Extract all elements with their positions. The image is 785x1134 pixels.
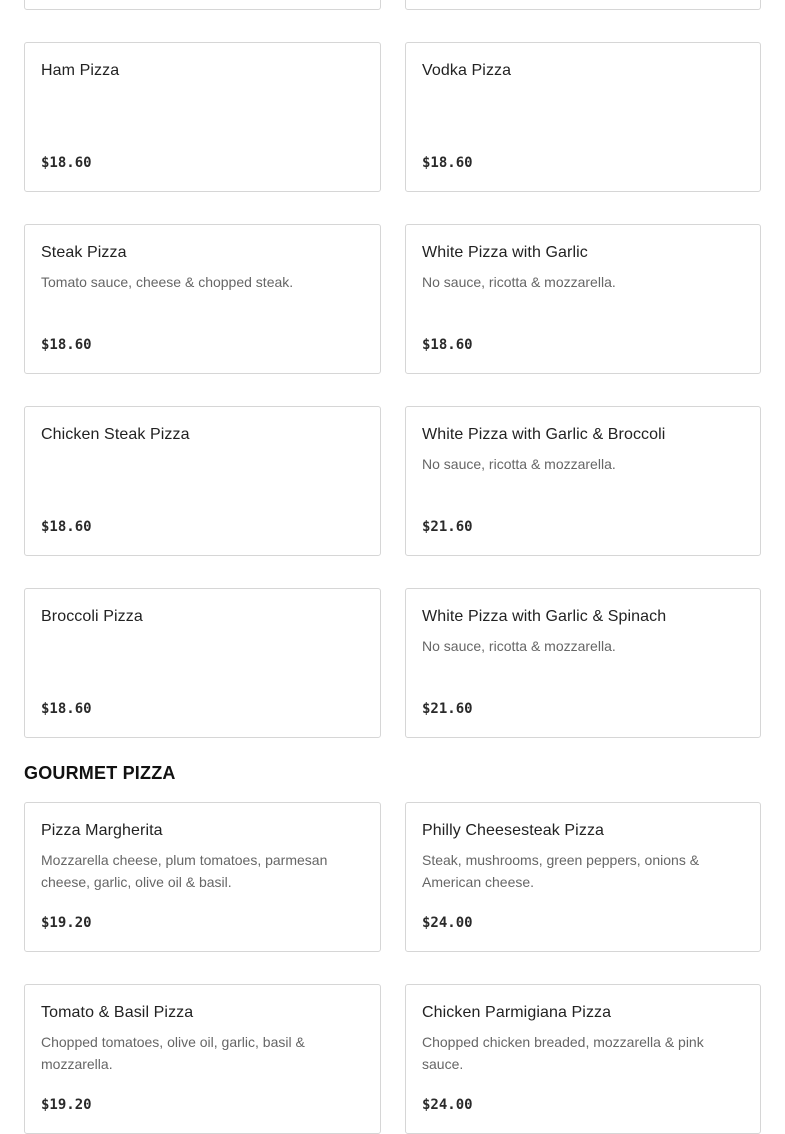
menu-item-description: Steak, mushrooms, green peppers, onions & American cheese.: [422, 852, 700, 890]
menu-item-card[interactable]: [24, 802, 381, 952]
menu-item-name: Chicken Parmigiana Pizza: [422, 1004, 612, 1021]
menu-item-price: $18.60: [422, 155, 473, 171]
menu-item-name: Philly Cheesesteak Pizza: [422, 822, 605, 839]
section-title: GOURMET PIZZA: [24, 763, 176, 783]
menu-item-name: Chicken Steak Pizza: [41, 426, 190, 443]
menu-item-price: $21.60: [422, 701, 473, 717]
menu-item-name: White Pizza with Garlic & Spinach: [422, 608, 667, 625]
menu-item-card-partial[interactable]: [405, 0, 761, 10]
menu-item-description: Chopped tomatoes, olive oil, garlic, basil & mozzarella.: [41, 1034, 305, 1072]
menu-item-price: $18.60: [41, 155, 92, 171]
menu-item-description: No sauce, ricotta & mozzarella.: [422, 456, 616, 472]
menu-item-name: Vodka Pizza: [422, 62, 512, 79]
menu-item-card[interactable]: [405, 588, 761, 738]
menu-item-name: Steak Pizza: [41, 244, 127, 261]
menu-item-description: Chopped chicken breaded, mozzarella & pink sauce.: [422, 1034, 704, 1072]
menu-item-name: Pizza Margherita: [41, 822, 163, 839]
menu-item-name: White Pizza with Garlic & Broccoli: [422, 426, 666, 443]
menu-item-card[interactable]: [405, 406, 761, 556]
menu-item-name: Tomato & Basil Pizza: [41, 1004, 194, 1021]
menu-item-price: $19.20: [41, 915, 92, 931]
menu-item-price: $21.60: [422, 519, 473, 535]
menu-item-card[interactable]: [24, 588, 381, 738]
menu-item-card[interactable]: [24, 42, 381, 192]
menu-item-card[interactable]: [405, 224, 761, 374]
menu-item-card[interactable]: [405, 984, 761, 1134]
menu-item-name: White Pizza with Garlic: [422, 244, 588, 261]
menu-item-card[interactable]: [405, 42, 761, 192]
menu-item-price: $18.60: [41, 701, 92, 717]
menu-item-price: $24.00: [422, 1097, 473, 1113]
menu-item-description: No sauce, ricotta & mozzarella.: [422, 274, 616, 290]
menu-item-name: Broccoli Pizza: [41, 608, 143, 625]
menu-item-description: Tomato sauce, cheese & chopped steak.: [41, 274, 294, 290]
menu-item-price: $19.20: [41, 1097, 92, 1113]
menu-item-card[interactable]: [405, 802, 761, 952]
menu-item-price: $18.60: [41, 337, 92, 353]
menu-item-card-partial[interactable]: [24, 0, 381, 10]
menu-item-description: No sauce, ricotta & mozzarella.: [422, 638, 616, 654]
menu-item-description: Mozzarella cheese, plum tomatoes, parmesan cheese, garlic, olive oil & basil.: [41, 852, 328, 890]
menu-item-price: $18.60: [41, 519, 92, 535]
menu-item-price: $18.60: [422, 337, 473, 353]
menu-item-card[interactable]: [24, 224, 381, 374]
menu-item-card[interactable]: [24, 406, 381, 556]
menu-item-name: Ham Pizza: [41, 62, 120, 79]
menu-item-price: $24.00: [422, 915, 473, 931]
menu-item-card[interactable]: [24, 984, 381, 1134]
